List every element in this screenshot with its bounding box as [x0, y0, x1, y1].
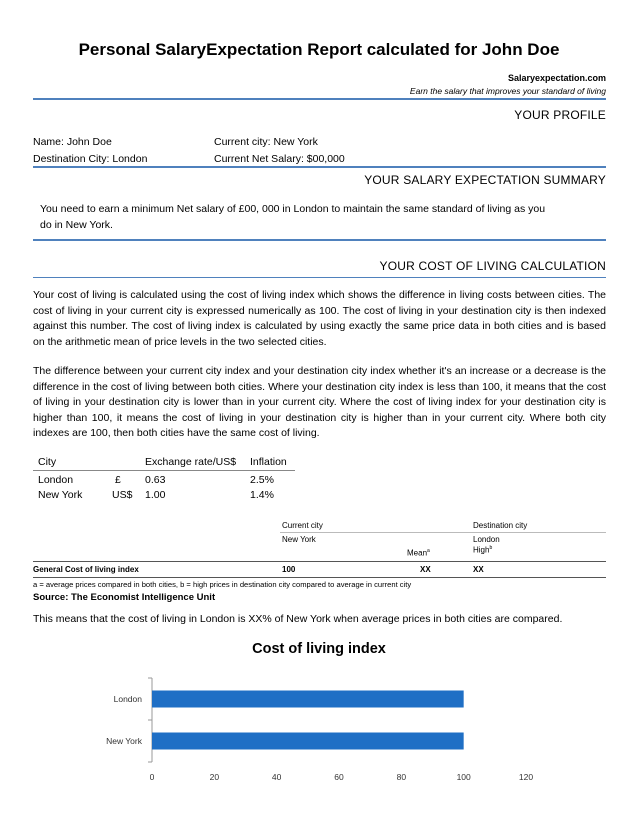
profile-net-salary: Current Net Salary: $00,000 — [214, 153, 345, 165]
destination-city-label: Destination city — [473, 521, 528, 530]
destination-city-name: London — [473, 535, 500, 544]
exchange-header-rate: Exchange rate/US$ — [145, 456, 237, 468]
profile-destination-city: Destination City: London — [33, 153, 148, 165]
index-footnote: a = average prices compared in both cities, b = high prices in destination city compared to average in current city — [33, 580, 412, 589]
exchange-row-inflation: 2.5% — [250, 474, 274, 486]
divider — [33, 277, 606, 278]
index-mean-value: XX — [420, 565, 431, 574]
category-label: London — [113, 694, 142, 704]
table-rule — [33, 470, 295, 471]
summary-heading: YOUR SALARY EXPECTATION SUMMARY — [364, 173, 606, 187]
current-city-label: Current city — [282, 521, 323, 530]
x-tick-label: 80 — [396, 772, 407, 782]
exchange-row-currency: £ — [115, 474, 121, 486]
profile-name: Name: John Doe — [33, 136, 112, 148]
index-current-value: 100 — [282, 565, 296, 574]
table-rule — [280, 532, 606, 533]
divider — [33, 166, 606, 168]
report-title: Personal SalaryExpectation Report calculated for John Doe — [78, 40, 560, 59]
summary-text-line1: You need to earn a minimum Net salary of £00, 000 in London to maintain the same standard of living as you — [40, 203, 546, 215]
divider — [33, 98, 606, 100]
bar-new-york — [152, 733, 464, 750]
exchange-row-rate: 0.63 — [145, 474, 166, 486]
x-tick-label: 100 — [456, 772, 471, 782]
x-tick-label: 120 — [518, 772, 534, 782]
mean-label: Mean$^a$ — [407, 548, 430, 558]
exchange-row-inflation: 1.4% — [250, 489, 274, 501]
index-row-label: General Cost of living index — [33, 565, 139, 574]
summary-text-line2: do in New York. — [40, 219, 113, 231]
cost-of-living-chart — [0, 670, 638, 826]
site-name: Salaryexpectation.com — [507, 73, 606, 83]
tagline: Earn the salary that improves your standard of living — [409, 86, 606, 96]
calculation-paragraph-2: The difference between your current city index and your destination city index whether it's an increase or a decrease is the difference in the cost of living between both cities. Where your destination city index is less than 100, it means that the cost of living in your destination city is lower than in your current city. Where the cost of living index for your destination city is higher than 100, it means the cost of living in your destination city is higher than in your current city. Where both city indexes are 100, then both cities have the same cost of living. — [33, 365, 606, 440]
profile-heading: YOUR PROFILE — [514, 108, 606, 122]
category-label: New York — [106, 736, 142, 746]
x-tick-label: 0 — [149, 772, 155, 782]
exchange-row-city: London — [38, 474, 74, 486]
calculation-paragraph-1: Your cost of living is calculated using the cost of living index which shows the difference in living costs between cities. The cost of living in your current city is expressed numerically as 100. The cost of living in your destination city is then indexed against this number. The cost of living index is calculated by using exactly the same price data in both cities and is based on the arithmetic mean of price levels in the two selected cities. — [33, 289, 606, 348]
high-label: High$^b$ — [473, 545, 493, 555]
exchange-header-city: City — [38, 456, 57, 468]
table-rule — [33, 561, 606, 562]
divider — [33, 239, 606, 241]
x-tick-label: 40 — [271, 772, 282, 782]
index-high-value: XX — [473, 565, 484, 574]
profile-current-city: Current city: New York — [214, 136, 318, 148]
x-tick-label: 60 — [334, 772, 344, 782]
exchange-row-city: New York — [38, 489, 83, 501]
exchange-header-inflation: Inflation — [250, 456, 287, 468]
table-rule — [33, 577, 606, 578]
source-note: Source: The Economist Intelligence Unit — [33, 592, 216, 603]
conclusion-text: This means that the cost of living in London is XX% of New York when average prices in both cities are compared. — [33, 613, 563, 625]
current-city-name: New York — [282, 535, 316, 544]
exchange-row-currency: US$ — [112, 489, 133, 501]
x-tick-label: 20 — [209, 772, 220, 782]
calculation-heading: YOUR COST OF LIVING CALCULATION — [379, 259, 606, 273]
exchange-row-rate: 1.00 — [145, 489, 166, 501]
bar-london — [152, 691, 464, 708]
chart-title: Cost of living index — [252, 641, 386, 657]
